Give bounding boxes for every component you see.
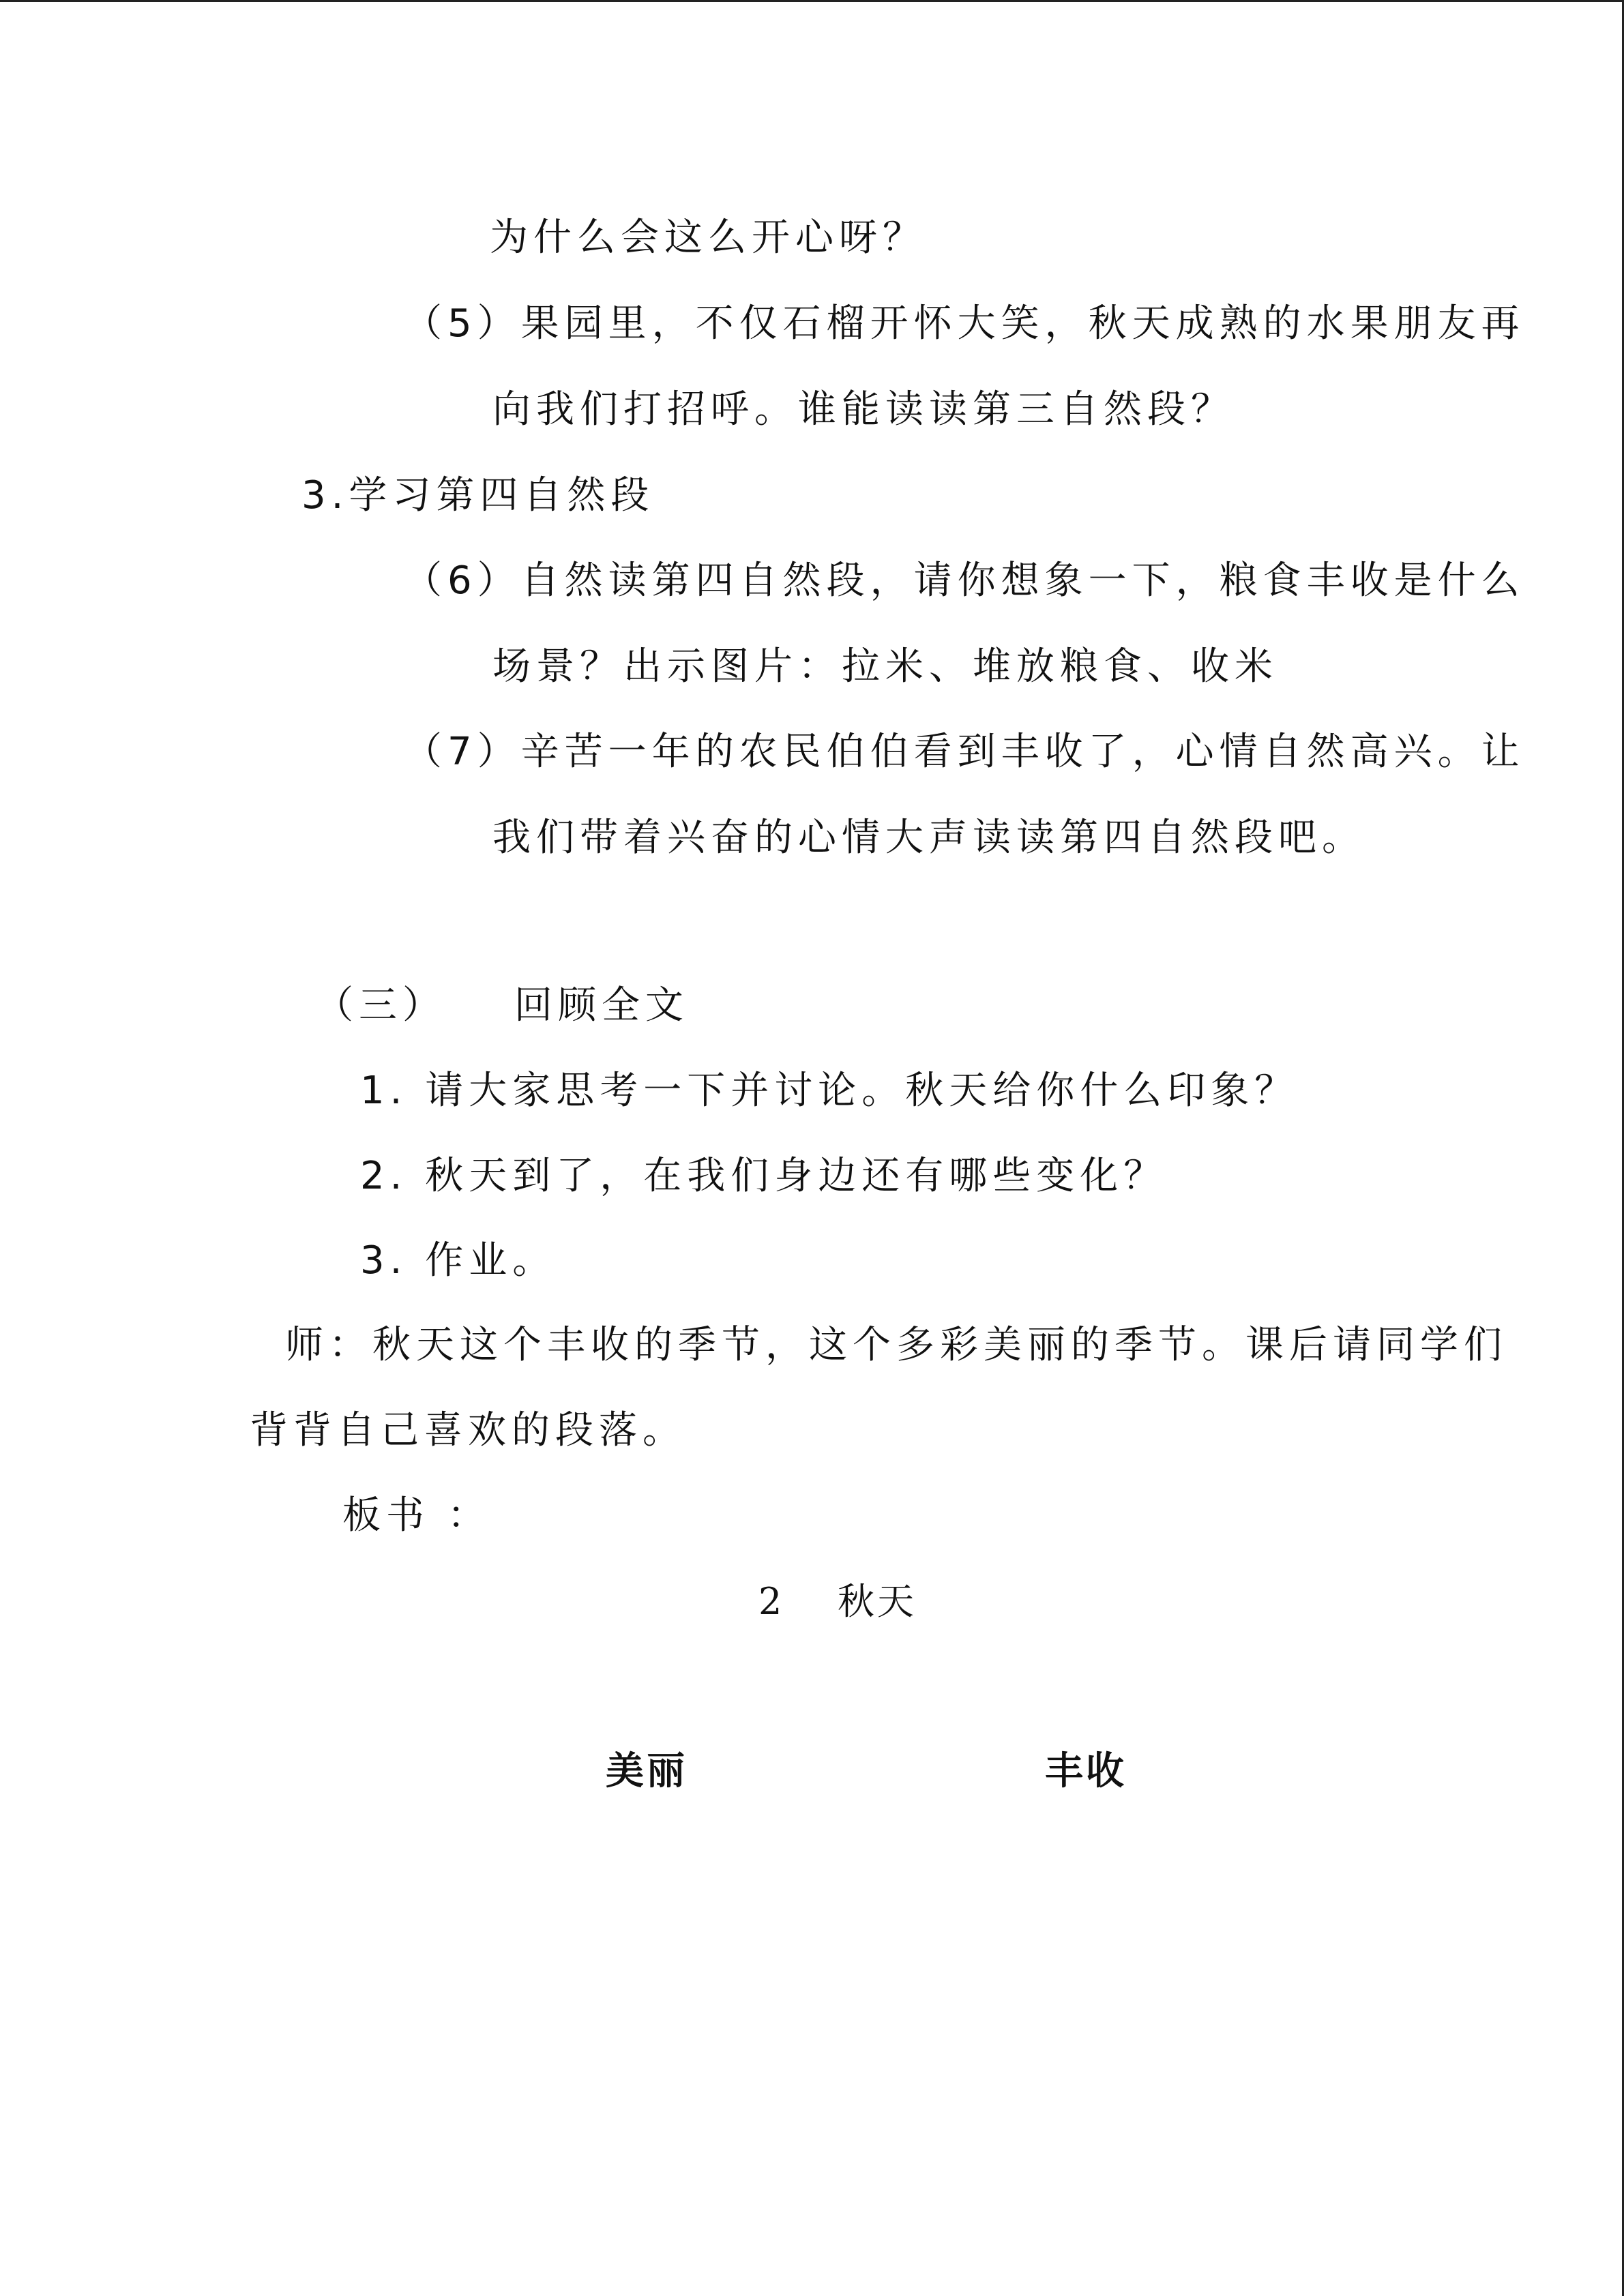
section-heading-review: （三） 回顾全文: [315, 983, 689, 1028]
board-word-left: 美丽: [606, 1749, 688, 1793]
text-line-7: （7）辛苦一年的农民伯伯看到丰收了，心情自然高兴。让: [404, 730, 1525, 774]
text-line-10: 1. 请大家思考一下并讨论。秋天给你什么印象？: [360, 1069, 1299, 1113]
text-line-8: 我们带着兴奋的心情大声读读第四自然段吧。: [492, 816, 1365, 860]
board-word-right: 丰收: [1045, 1749, 1127, 1793]
text-line-6: 场景？出示图片：拉米、堆放粮食、收米: [492, 644, 1278, 689]
text-line-2: （5）果园里，不仅石榴开怀大笑，秋天成熟的水果朋友再: [404, 301, 1525, 346]
text-line-12: 3. 作业。: [360, 1238, 557, 1283]
text-line-5: （6）自然读第四自然段，请你想象一下，粮食丰收是什么: [404, 558, 1525, 603]
text-line-13: 师：秋天这个丰收的季节，这个多彩美丽的季节。课后请同学们: [285, 1323, 1507, 1367]
board-label: 板书 ：: [342, 1493, 491, 1538]
text-line-3: 向我们打招呼。谁能读读第三自然段？: [492, 387, 1235, 432]
text-line-1: 为什么会这么开心呀？: [490, 215, 926, 260]
text-line-11: 2. 秋天到了，在我们身边还有哪些变化？: [360, 1154, 1168, 1198]
section-heading-3: 3.学习第四自然段: [301, 473, 655, 518]
text-line-14: 背背自己喜欢的段落。: [250, 1408, 686, 1452]
board-title: 秋天: [838, 1580, 917, 1623]
board-title-number: 2: [758, 1580, 782, 1623]
